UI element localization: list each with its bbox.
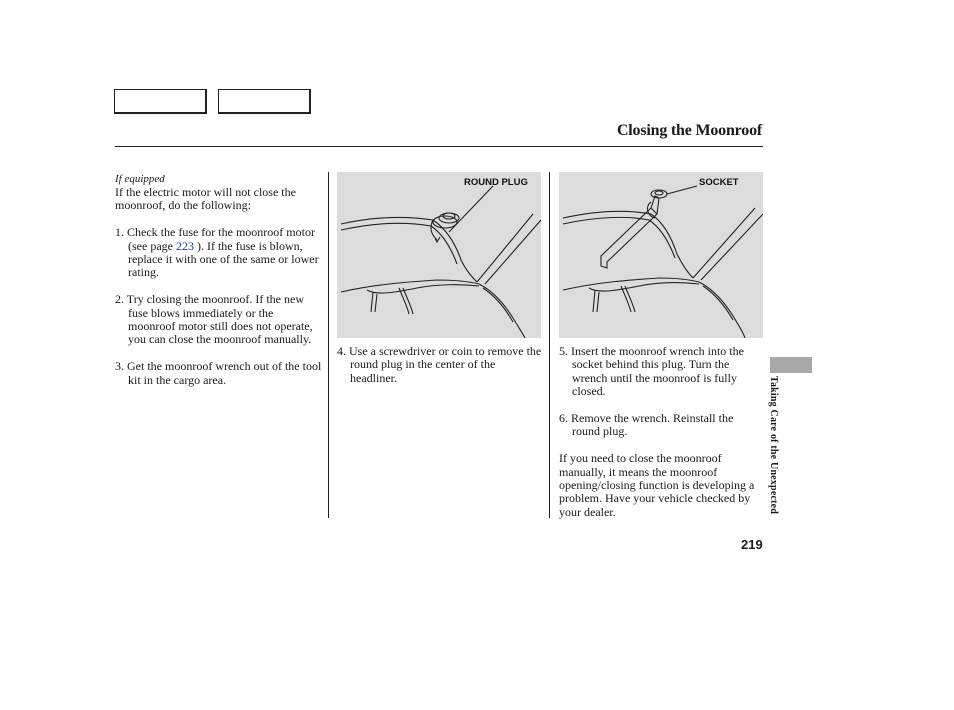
- main-menu-button[interactable]: [114, 89, 207, 114]
- index-button[interactable]: [218, 89, 311, 114]
- round-plug-label: ROUND PLUG: [464, 177, 528, 188]
- socket-figure: [559, 172, 763, 338]
- step-5: 5. Insert the moonroof wrench into the socket behind this plug. Turn the wrench until the moonroof is fully closed.: [559, 344, 744, 399]
- instructions-column-2: [337, 345, 545, 399]
- instructions-column-1: [115, 173, 323, 400]
- column-divider-right: [549, 172, 550, 518]
- intro-text: If the electric motor will not close the moonroof, do the following:: [115, 185, 296, 213]
- step-1: [115, 226, 323, 280]
- column-divider-left: [328, 172, 329, 518]
- wrench-socket-illustration: [559, 172, 763, 338]
- step-2: 2. Try closing the moonroof. If the new fuse blows immediately or the moonroof motor still does not operate, you can close the moonroof manually.: [115, 292, 313, 347]
- step-1-text-a: 1. Check the fuse for the moonroof motor (see page: [115, 225, 315, 253]
- headliner-plug-illustration: [337, 172, 541, 338]
- step-6: 6. Remove the wrench. Reinstall the round plug.: [559, 411, 734, 439]
- step-1-text-b: ). If the fuse is blown, replace it with one of the same or lower rating.: [128, 238, 319, 280]
- section-tab[interactable]: [770, 357, 812, 373]
- equipment-note: If equipped: [115, 173, 165, 185]
- round-plug-figure: [337, 172, 541, 338]
- page-number: 219: [741, 537, 763, 552]
- socket-label: SOCKET: [699, 177, 739, 188]
- page-223-link[interactable]: 223: [175, 238, 194, 253]
- title-rule: [115, 146, 763, 147]
- section-title-vertical: Taking Care of the Unexpected: [768, 376, 779, 515]
- step-4: 4. Use a screwdriver or coin to remove the round plug in the center of the headliner.: [337, 344, 542, 385]
- instructions-column-3: [559, 345, 763, 533]
- step-3: 3. Get the moonroof wrench out of the tool kit in the cargo area.: [115, 359, 322, 387]
- closing-note: If you need to close the moonroof manually, it means the moonroof opening/closing function is developing a problem. Have your vehicle checked by your dealer.: [559, 451, 755, 519]
- page-title: Closing the Moonroof: [616, 122, 762, 139]
